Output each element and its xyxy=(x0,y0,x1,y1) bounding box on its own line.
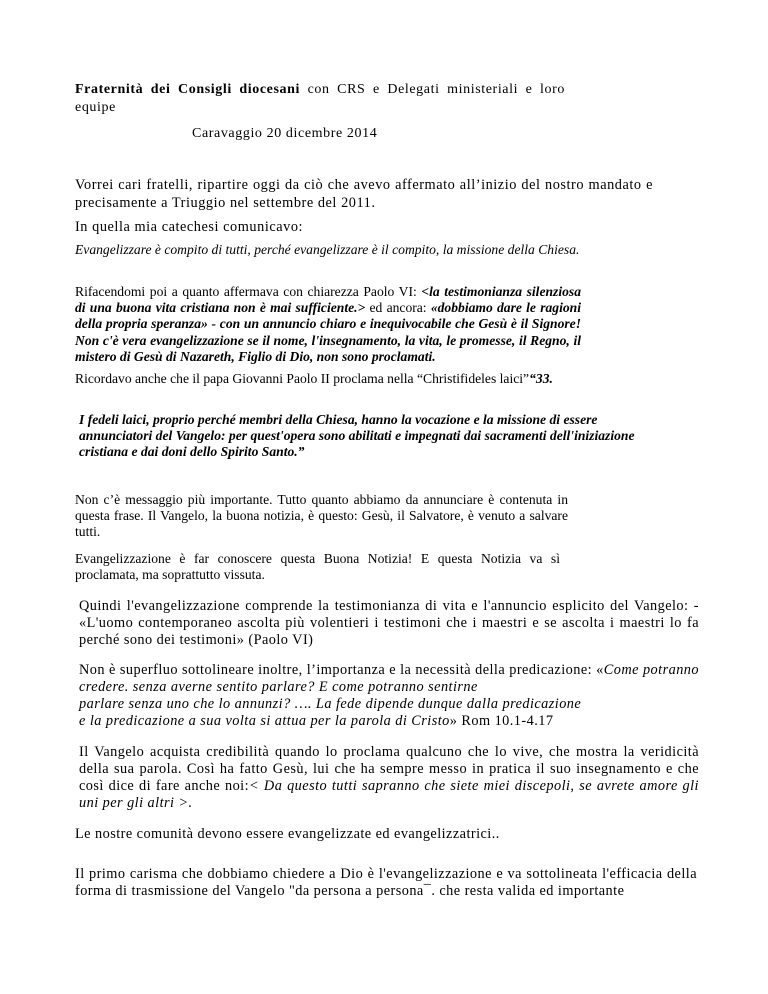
paragraph-testimonianza: Quindi l'evangelizzazione comprende la testimonianza di vita e l'annuncio esplicito del Vangelo: - «L'uomo contemporaneo ascolta più volentieri i testimoni che i maestri e se ascolta i maestri lo fa perché sono dei testimoni» (Paolo VI) xyxy=(79,598,699,648)
paragraph-christifideles xyxy=(75,371,565,387)
p4-connector: ed ancora: xyxy=(365,300,431,316)
p4-quote-2: «dobbiamo dare le ragioni della propria speranza» - con un annuncio chiaro e inequivocabile che Gesù è il Signore! Non c'è vera evangelizzazione se il nome, l'insegnamento, la vita, le promesse, il Regno, il mistero di Gesù di Nazareth, Figlio di Dio, non sono proclamati. xyxy=(75,300,581,364)
p10-quote-line-3: e la predicazione a sua volta si attua per la parola di Cristo xyxy=(79,713,450,729)
p5-text: Ricordavo anche che il papa Giovanni Paolo II proclama nella “Christifideles laici” xyxy=(75,371,530,386)
paragraph-catechesi: In quella mia catechesi comunicavo: xyxy=(75,219,304,235)
paragraph-comunita: Le nostre comunità devono essere evangelizzate ed evangelizzatrici.. xyxy=(75,826,500,842)
paragraph-fedeli-laici: I fedeli laici, proprio perché membri della Chiesa, hanno la vocazione e la missione di essere annunciatori del Vangelo: per quest'opera sono abilitati e impegnati dai sacramenti dell'iniziazione cristiana e dai doni dello Spirito Santo.” xyxy=(79,412,635,460)
paragraph-carisma: Il primo carisma che dobbiamo chiedere a Dio è l'evangelizzazione e va sottolineata l'efficacia della forma di trasmissione del Vangelo "da persona a persona¯. che resta valida ed importante xyxy=(75,866,697,899)
p4-quote-1: <la testimonianza silenziosa di una buona vita cristiana non è mai sufficiente.> xyxy=(75,284,581,316)
paragraph-evangelizzare: Evangelizzare è compito di tutti, perché evangelizzare è il compito, la missione della Chiesa. xyxy=(75,242,580,257)
paragraph-paolo-vi xyxy=(75,284,581,365)
p4-intro: Rifacendomi poi a quanto affermava con chiarezza Paolo VI: xyxy=(75,284,422,299)
heading-rest: con CRS e Delegati ministeriali e loro equipe xyxy=(75,82,565,115)
p5-number: “33. xyxy=(529,371,553,386)
heading-bold: Fraternità dei Consigli diocesani xyxy=(75,82,301,97)
p11-text: Il Vangelo acquista credibilità quando lo proclama qualcuno che lo vive, che mostra la veridicità della sua parola. Così ha fatto Gesù, lui che ha sempre messo in pratica il suo insegnamento e che così dice di fare anche noi: xyxy=(79,744,699,794)
place-date xyxy=(192,125,377,142)
paragraph-predicazione xyxy=(79,662,699,730)
document-heading xyxy=(75,81,565,117)
p10-intro: Non è superfluo sottolineare inoltre, l’importanza e la necessità della predicazione: « xyxy=(79,662,604,678)
paragraph-messaggio: Non c’è messaggio più importante. Tutto quanto abbiamo da annunciare è contenuta in questa frase. Il Vangelo, la buona notizia, è questo: Gesù, il Salvatore, è venuto a salvare tutti. xyxy=(75,492,568,540)
p10-reference: » Rom 10.1-4.17 xyxy=(449,713,554,729)
place-date-text: Caravaggio 20 dicembre 2014 xyxy=(192,126,378,141)
p10-quote-line-2: parlare senza uno che lo annunzi? …. La fede dipende dunque dalla predicazione xyxy=(79,696,582,712)
paragraph-intro: Vorrei cari fratelli, ripartire oggi da ciò che avevo affermato all’inizio del nostro mandato e precisamente a Triuggio nel settembre del 2011. xyxy=(75,177,653,211)
p11-quote: < Da questo tutti sapranno che siete miei discepoli, se avrete amore gli uni per gli altri >. xyxy=(79,778,699,811)
paragraph-credibilita xyxy=(79,744,699,812)
p10-quote-line-1: Come potranno credere. senza averne sentito parlare? E come potranno sentirne xyxy=(79,662,699,695)
paragraph-buona-notizia: Evangelizzazione è far conoscere questa Buona Notizia! E questa Notizia va sì proclamata, ma soprattutto vissuta. xyxy=(75,551,560,583)
